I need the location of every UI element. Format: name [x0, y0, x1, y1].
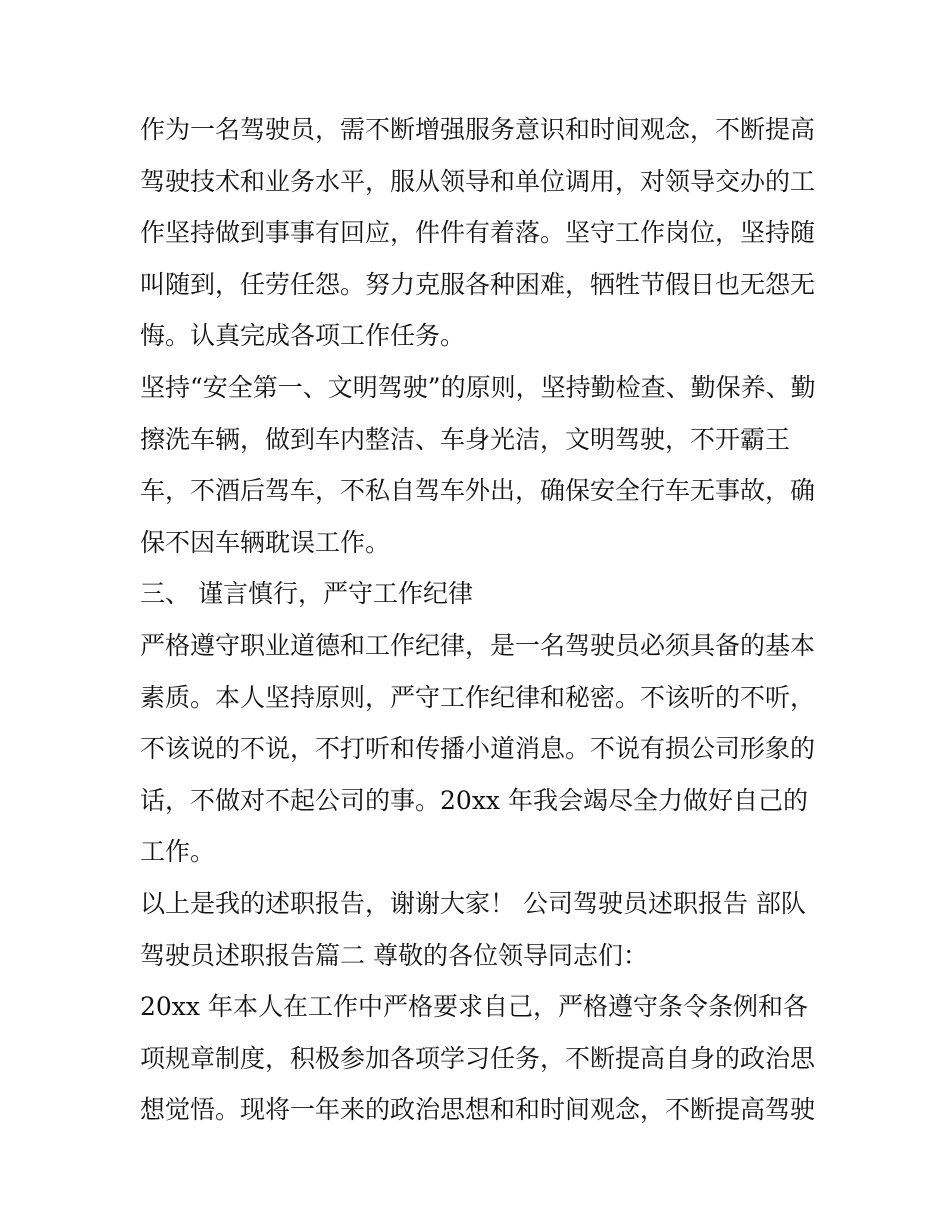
text-line: 话，不做对不起公司的事。20xx 年我会竭尽全力做好自己的: [140, 785, 808, 815]
text-line: 想觉悟。现将一年来的政治思想和和时间观念，不断提高驾驶: [140, 1095, 816, 1125]
text-line: 驾驶技术和业务水平，服从领导和单位调用，对领导交办的工: [140, 166, 816, 196]
text-line: 作为一名驾驶员，需不断增强服务意识和时间观念，不断提高: [140, 115, 816, 144]
text-line: 项规章制度，积极参加各项学习任务，不断提高自身的政治思: [140, 1043, 816, 1073]
text-line: 保不因车辆耽误工作。: [140, 527, 391, 557]
text-line: 叫随到，任劳任怨。努力克服各种困难，牺牲节假日也无怨无: [140, 269, 816, 299]
text-line: 驾驶员述职报告篇二 尊敬的各位领导同志们：: [140, 940, 648, 970]
section-heading: 三、 谨言慎行，严守工作纪律: [140, 579, 473, 609]
text-line: 坚持“安全第一、文明驾驶”的原则，坚持勤检查、勤保养、勤: [140, 372, 816, 402]
text-line: 20xx 年本人在工作中严格要求自己，严格遵守条令条例和各: [140, 992, 808, 1022]
text-line: 素质。本人坚持原则，严守工作纪律和秘密。不该听的不听，: [140, 682, 816, 712]
text-line: 以上是我的述职报告，谢谢大家！ 公司驾驶员述职报告 部队: [140, 888, 806, 918]
text-line: 悔。认真完成各项工作任务。: [140, 321, 466, 351]
text-line: 车，不酒后驾车，不私自驾车外出，确保安全行车无事故，确: [140, 476, 816, 506]
text-line: 擦洗车辆，做到车内整洁、车身光洁，文明驾驶，不开霸王: [140, 424, 791, 454]
document-body: [140, 104, 815, 1136]
text-line: 严格遵守职业道德和工作纪律，是一名驾驶员必须具备的基本: [140, 630, 816, 660]
text-line: 不该说的不说，不打听和传播小道消息。不说有损公司形象的: [140, 734, 816, 764]
text-line: 作坚持做到事事有回应，件件有着落。坚守工作岗位，坚持随: [140, 218, 816, 248]
text-line: 工作。: [140, 837, 216, 867]
